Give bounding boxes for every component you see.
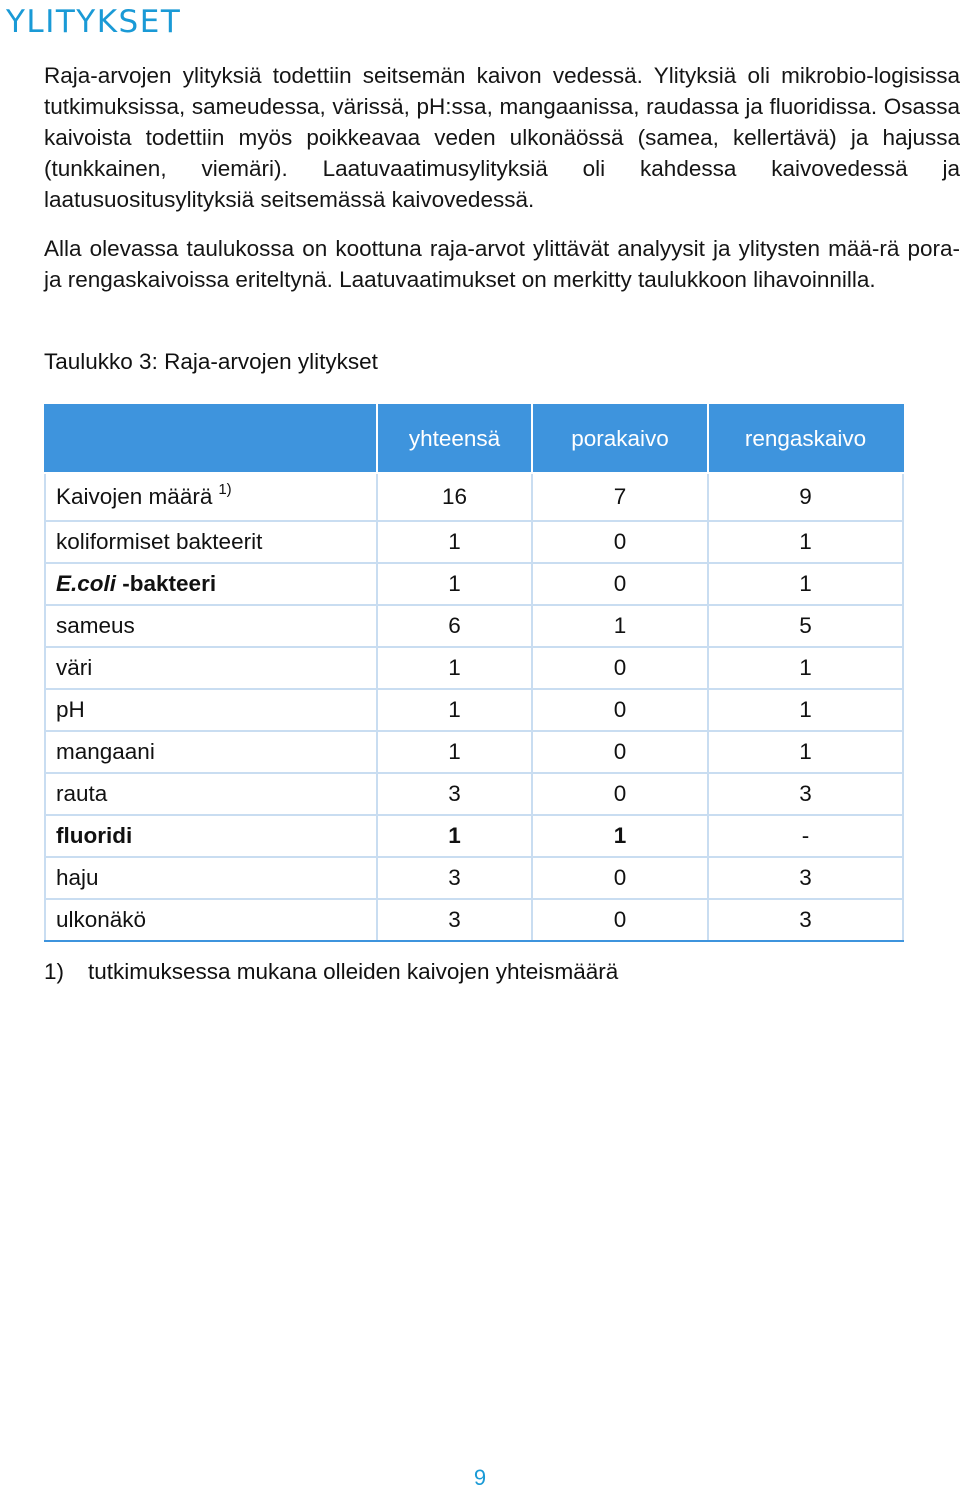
cell-total: 1 [377, 521, 532, 563]
cell-drilled: 0 [532, 647, 708, 689]
cell-ring: 9 [708, 473, 903, 521]
cell-total: 16 [377, 473, 532, 521]
header-blank-cell [45, 405, 377, 473]
row-label: fluoridi [45, 815, 377, 857]
cell-ring: 3 [708, 857, 903, 899]
footnote-mark: 1) [44, 959, 65, 984]
row-label: rauta [45, 773, 377, 815]
cell-ring: 3 [708, 773, 903, 815]
cell-total: 3 [377, 899, 532, 941]
footnote-ref: 1) [218, 481, 232, 498]
footnote-text: tutkimuksessa mukana olleiden kaivojen yhteismäärä [88, 959, 619, 984]
cell-ring: 1 [708, 689, 903, 731]
table-row [45, 857, 903, 899]
exceedances-table [44, 404, 904, 942]
cell-drilled: 0 [532, 563, 708, 605]
cell-total: 1 [377, 815, 532, 857]
cell-total: 3 [377, 773, 532, 815]
row-label: pH [45, 689, 377, 731]
cell-ring: 5 [708, 605, 903, 647]
cell-drilled: 0 [532, 899, 708, 941]
table-row [45, 773, 903, 815]
cell-ring: - [708, 815, 903, 857]
table-row [45, 731, 903, 773]
cell-drilled: 0 [532, 731, 708, 773]
cell-total: 1 [377, 563, 532, 605]
row-label: sameus [45, 605, 377, 647]
cell-drilled: 0 [532, 689, 708, 731]
cell-drilled: 0 [532, 773, 708, 815]
cell-ring: 1 [708, 647, 903, 689]
table-row [45, 605, 903, 647]
table-footnote [44, 956, 618, 987]
row-label: haju [45, 857, 377, 899]
section-heading: YLITYKSET [6, 4, 182, 40]
cell-drilled: 0 [532, 857, 708, 899]
table-row [45, 647, 903, 689]
cell-total: 1 [377, 731, 532, 773]
table-row [45, 689, 903, 731]
cell-drilled: 0 [532, 521, 708, 563]
cell-total: 1 [377, 647, 532, 689]
cell-total: 6 [377, 605, 532, 647]
header-total: yhteensä [377, 405, 532, 473]
table-row [45, 815, 903, 857]
table-header-row [45, 405, 903, 473]
header-ring-well: rengaskaivo [708, 405, 903, 473]
table-row [45, 899, 903, 941]
table-row [45, 473, 903, 521]
cell-total: 1 [377, 689, 532, 731]
row-label: väri [45, 647, 377, 689]
row-label: mangaani [45, 731, 377, 773]
row-label: Kaivojen määrä $^{1)}$ [45, 473, 377, 521]
cell-ring: 1 [708, 563, 903, 605]
cell-total: 3 [377, 857, 532, 899]
header-drilled-well: porakaivo [532, 405, 708, 473]
table-row [45, 563, 903, 605]
cell-drilled: 1 [532, 815, 708, 857]
cell-ring: 3 [708, 899, 903, 941]
cell-drilled: 1 [532, 605, 708, 647]
page-number: 9 [473, 1465, 487, 1490]
table-intro-paragraph: Alla olevassa taulukossa on koottuna raja-arvot ylittävät analyysit ja ylitysten mää-rä pora- ja rengaskaivoissa eriteltynä. Laatuvaatimukset on merkitty taulukkoon lihavoinnilla. [44, 236, 960, 292]
intro-paragraph: Raja-arvojen ylityksiä todettiin seitsemän kaivon vedessä. Ylityksiä oli mikrobio-logisissa tutkimuksissa, sameudessa, värissä, pH:ssa, mangaanissa, raudassa ja fluoridissa. Osassa kaivoista todettiin myös poikkeavaa veden ulkonäössä (samea, kellertävä) ja hajussa (tunkkainen, viemäri). Laatuvaatimusylityksiä oli kahdessa kaivovedessä ja laatusuositusylityksiä seitsemässä kaivovedessä. [44, 63, 960, 212]
table-row [45, 521, 903, 563]
cell-drilled: 7 [532, 473, 708, 521]
cell-ring: 1 [708, 521, 903, 563]
row-label: ulkonäkö [45, 899, 377, 941]
cell-ring: 1 [708, 731, 903, 773]
row-label: koliformiset bakteerit [45, 521, 377, 563]
row-label: E.coli -bakteeri [45, 563, 377, 605]
table-caption: Taulukko 3: Raja-arvojen ylitykset [44, 349, 378, 374]
